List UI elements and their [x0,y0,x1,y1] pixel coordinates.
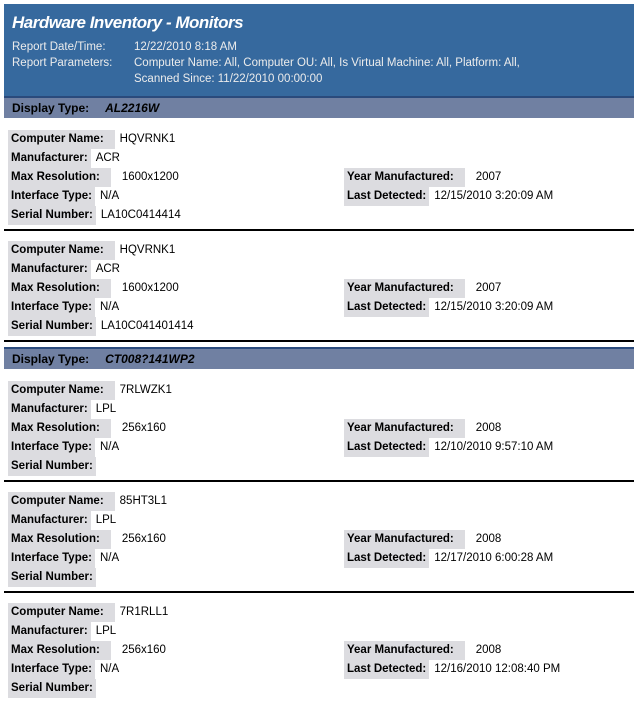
max-resolution-label: Max Resolution: [8,168,111,187]
serial-number-label: Serial Number: [8,679,96,698]
max-resolution-value: 256x160 [121,533,166,545]
max-resolution-value: 256x160 [121,422,166,434]
last-detected-value: 12/17/2010 6:00:28 AM [434,552,554,564]
report-date-row [12,39,626,55]
manufacturer-value: LPL [95,514,117,526]
display-type-value: CT008?141WP2 [105,352,195,366]
record-right-column [344,167,553,205]
manufacturer-label: Manufacturer: [8,260,91,279]
report-parameters-value [134,55,626,87]
report-parameters-line2: Scanned Since: 11/22/2010 00:00:00 [134,73,323,85]
manufacturer-label: Manufacturer: [8,511,91,530]
year-manufactured-label: Year Manufactured: [344,530,465,549]
last-detected-value: 12/15/2010 3:20:09 AM [434,301,554,313]
display-type-bar [4,96,634,118]
display-type-value: AL2216W [105,101,160,115]
manufacturer-label: Manufacturer: [8,622,91,641]
computer-name-value: 85HT3L1 [119,495,167,507]
interface-type-value: N/A [99,552,120,564]
record-right-column [344,418,553,456]
interface-type-label: Interface Type: [8,549,95,568]
max-resolution-value: 1600x1200 [121,282,179,294]
year-manufactured-value: 2008 [475,533,502,545]
serial-number-label: Serial Number: [8,317,96,336]
display-type-bar [4,347,634,369]
interface-type-value: N/A [99,301,120,313]
manufacturer-value: LPL [95,403,117,415]
year-manufactured-value: 2008 [475,644,502,656]
serial-number-label: Serial Number: [8,568,96,587]
display-type-label: Display Type: [12,352,90,366]
serial-number-value: LA10C041401414 [100,320,194,332]
monitor-record [4,598,634,702]
year-manufactured-value: 2007 [475,171,502,183]
monitor-record [4,125,634,231]
computer-name-value: HQVRNK1 [119,244,176,256]
interface-type-label: Interface Type: [8,187,95,206]
last-detected-label: Last Detected: [344,660,429,679]
max-resolution-label: Max Resolution: [8,419,111,438]
monitor-record [4,236,634,342]
report-date-label: Report Date/Time: [12,41,106,53]
manufacturer-value: ACR [95,152,120,164]
serial-number-label: Serial Number: [8,206,96,225]
computer-name-value: 7RLWZK1 [119,384,172,396]
display-type-label: Display Type: [12,101,90,115]
computer-name-label: Computer Name: [8,381,115,400]
last-detected-value: 12/10/2010 9:57:10 AM [434,441,554,453]
manufacturer-label: Manufacturer: [8,400,91,419]
monitor-record [4,376,634,482]
max-resolution-value: 1600x1200 [121,171,179,183]
year-manufactured-value: 2007 [475,282,502,294]
report-parameters-label: Report Parameters: [12,57,113,69]
year-manufactured-label: Year Manufactured: [344,279,465,298]
record-right-column [344,640,560,678]
last-detected-value: 12/16/2010 12:08:40 PM [434,663,561,675]
year-manufactured-value: 2008 [475,422,502,434]
serial-number-label: Serial Number: [8,457,96,476]
last-detected-label: Last Detected: [344,438,429,457]
last-detected-value: 12/15/2010 3:20:09 AM [434,190,554,202]
computer-name-label: Computer Name: [8,130,115,149]
report-parameters-row [12,55,626,87]
manufacturer-value: ACR [95,263,120,275]
interface-type-value: N/A [99,441,120,453]
report-parameters-line1: Computer Name: All, Computer OU: All, Is Virtual Machine: All, Platform: All, [134,57,520,69]
interface-type-label: Interface Type: [8,298,95,317]
last-detected-label: Last Detected: [344,298,429,317]
computer-name-label: Computer Name: [8,241,115,260]
manufacturer-label: Manufacturer: [8,149,91,168]
year-manufactured-label: Year Manufactured: [344,168,465,187]
last-detected-label: Last Detected: [344,549,429,568]
report-date-value: 12/22/2010 8:18 AM [134,41,237,53]
manufacturer-value: LPL [95,625,117,637]
computer-name-label: Computer Name: [8,492,115,511]
interface-type-label: Interface Type: [8,660,95,679]
monitor-record [4,487,634,593]
max-resolution-value: 256x160 [121,644,166,656]
interface-type-value: N/A [99,190,120,202]
year-manufactured-label: Year Manufactured: [344,641,465,660]
year-manufactured-label: Year Manufactured: [344,419,465,438]
record-right-column [344,529,553,567]
max-resolution-label: Max Resolution: [8,641,111,660]
interface-type-label: Interface Type: [8,438,95,457]
max-resolution-label: Max Resolution: [8,530,111,549]
last-detected-label: Last Detected: [344,187,429,206]
interface-type-value: N/A [99,663,120,675]
computer-name-value: 7R1RLL1 [119,606,169,618]
page-title: Hardware Inventory - Monitors [12,13,244,32]
computer-name-value: HQVRNK1 [119,133,176,145]
computer-name-label: Computer Name: [8,603,115,622]
report-header [4,4,634,96]
record-right-column [344,278,553,316]
max-resolution-label: Max Resolution: [8,279,111,298]
serial-number-value: LA10C0414414 [100,209,181,221]
